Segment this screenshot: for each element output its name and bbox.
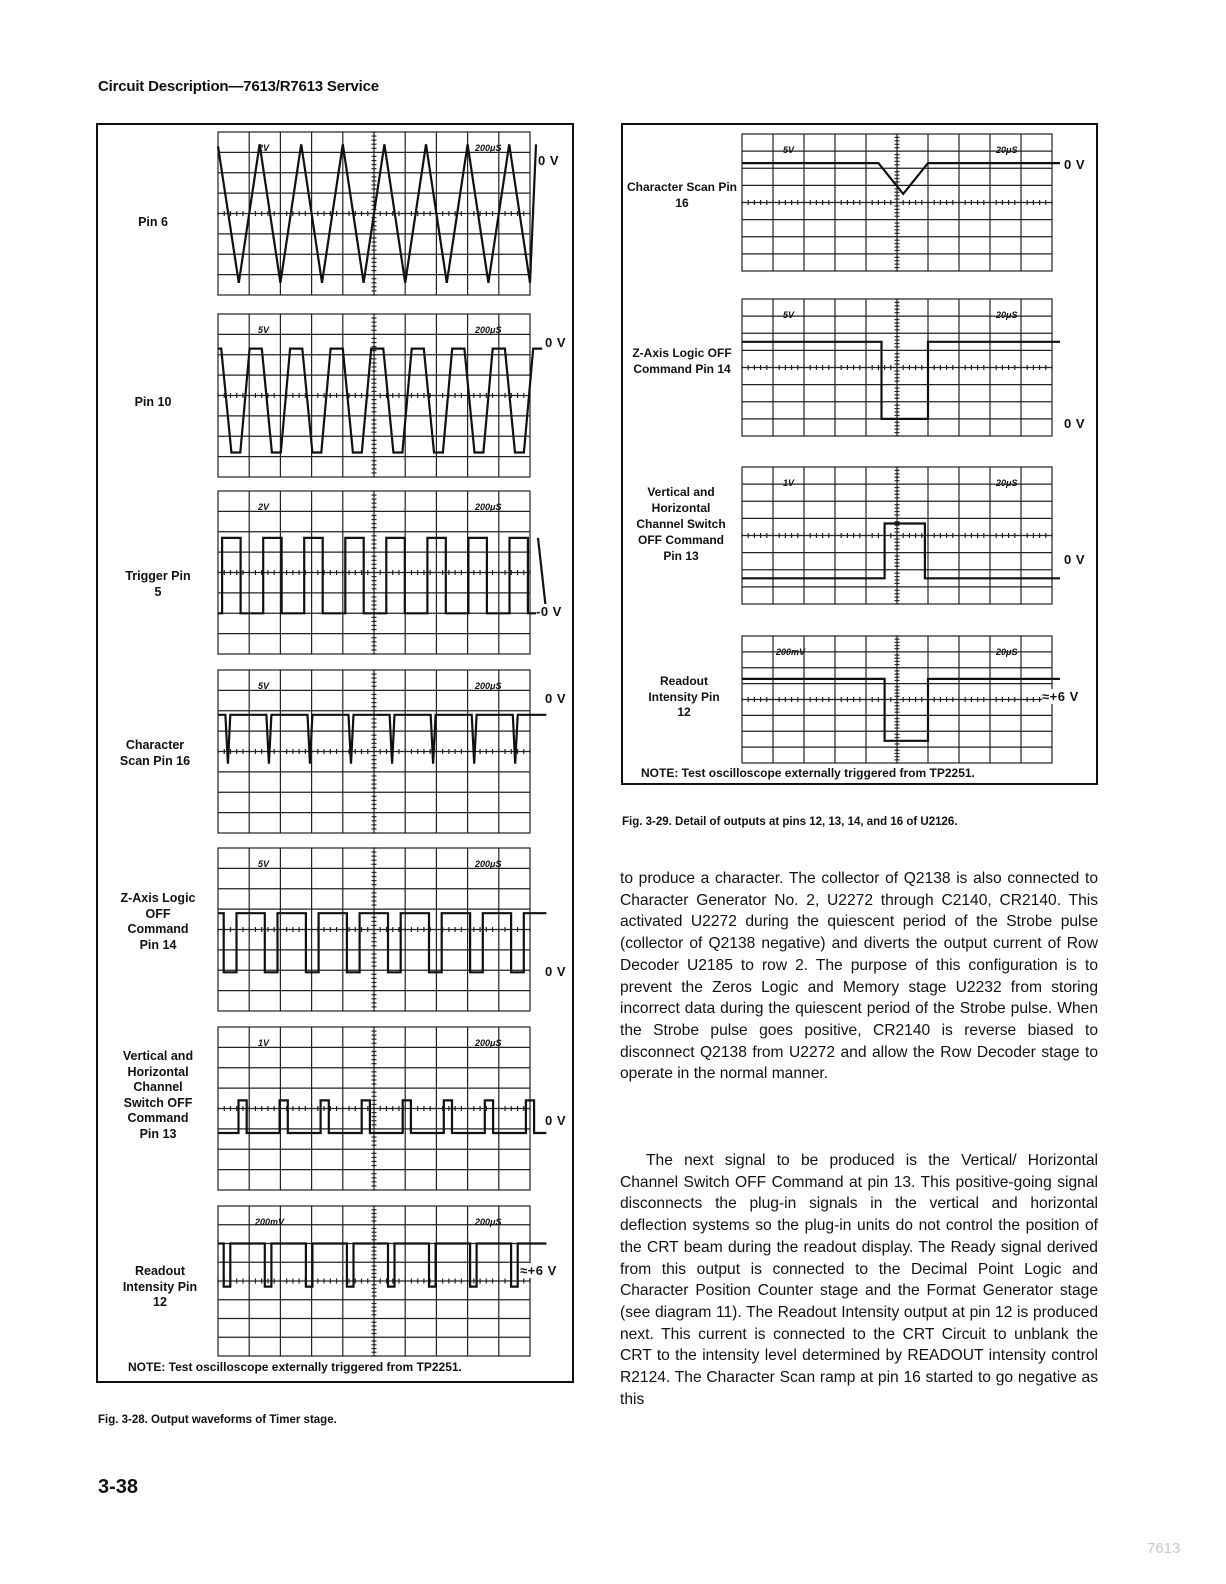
fig28-ref-pin14: 0 V [545, 964, 567, 979]
fig28-scope-pin14-screen [218, 848, 530, 1011]
fig29-time-pin16: 20μS [996, 145, 1018, 155]
fig28-time-pin6: 200μS [475, 143, 502, 153]
fig28-label-pin12: Readout Intensity Pin 12 [122, 1264, 198, 1309]
fig28-scope-pin12 [218, 1206, 530, 1356]
fig29-time-pin12: 20μS [996, 647, 1018, 657]
fig28-volts-pin12: 200mV [255, 1217, 285, 1227]
fig29-caption: Fig. 3-29. Detail of outputs at pins 12, 13, 14, and 16 of U2126. [622, 816, 958, 828]
fig28-ref-pin12: ≈+6 V [520, 1263, 557, 1278]
fig29-ref-pin16: 0 V [1064, 157, 1086, 172]
fig28-scope-pin16 [218, 670, 530, 833]
fig28-scope-pin6-screen [218, 132, 530, 295]
fig28-scope-pin10 [218, 314, 530, 477]
fig29-note: NOTE: Test oscilloscope externally triggered from TP2251. [641, 766, 975, 780]
fig29-volts-pin13: 1V [783, 478, 795, 488]
fig28-label-pin14: Z-Axis Logic OFF Command Pin 14 [120, 891, 196, 952]
fig28-label-pin5: Trigger Pin 5 [125, 569, 191, 599]
fig29-ref-pin12: ≈+6 V [1042, 689, 1079, 704]
waveform-trace [742, 342, 1060, 419]
waveform-trace [218, 349, 542, 453]
fig28-ref-pin13: 0 V [545, 1113, 567, 1128]
fig28-label-pin16: Character Scan Pin 16 [119, 738, 191, 768]
fig29-label-pin12: Readout Intensity Pin 12 [648, 674, 720, 719]
fig28-scope-pin14 [218, 848, 530, 1011]
fig28-volts-pin10: 5V [258, 325, 270, 335]
waveform-trace [218, 913, 546, 972]
fig28-volts-pin16: 5V [258, 681, 270, 691]
waveform-trace [218, 715, 546, 764]
fig28-time-pin12: 200μS [475, 1217, 502, 1227]
fig28-scope-pin5-screen [218, 491, 530, 654]
page-stamp: 7613 [1147, 1540, 1181, 1557]
fig28-ref-pin5: -0 V [536, 604, 562, 619]
fig28-time-pin5: 200μS [475, 502, 502, 512]
running-header: Circuit Description—7613/R7613 Service [98, 78, 379, 95]
fig28-scope-pin12-screen [218, 1206, 530, 1356]
fig28-note: NOTE: Test oscilloscope externally triggered from TP2251. [128, 1360, 462, 1374]
fig28-scope-pin13 [218, 1027, 530, 1190]
fig29-ref-pin14: 0 V [1064, 416, 1086, 431]
fig29-time-pin14: 20μS [996, 310, 1018, 320]
page-number: 3-38 [98, 1476, 139, 1498]
fig28-volts-pin13: 1V [258, 1038, 270, 1048]
fig28-ref-pin16: 0 V [545, 691, 567, 706]
fig28-time-pin13: 200μS [475, 1038, 502, 1048]
fig28-scope-pin6 [218, 132, 530, 295]
fig29-volts-pin14: 5V [783, 310, 795, 320]
fig28-caption: Fig. 3-28. Output waveforms of Timer stage. [98, 1414, 337, 1426]
fig28-ref-pin10: 0 V [545, 335, 567, 350]
fig29-volts-pin16: 5V [783, 145, 795, 155]
fig28-scope-pin10-screen [218, 314, 530, 477]
fig28-label-pin6: Pin 6 [138, 215, 168, 229]
fig28-scope-pin13-screen [218, 1027, 530, 1190]
body-paragraph-2: The next signal to be produced is the Vertical/ Horizontal Channel Switch OFF Command at pin 13. This positive-going signal disconnects the plug-in signals in the vertical and horizontal deflection systems so the plug-in units do not control the position of the CRT beam during the readout display. The Ready signal derived from this output is connected to the Decimal Point Logic and Character Position Counter stage and the Format Generator stage (see diagram 11). The Readout Intensity output at pin 12 is produced next. This current is connected to the CRT Circuit to unblank the CRT to the intensity level determined by READOUT intensity control R2124. The Character Scan ramp at pin 16 started to go negative as this [620, 1152, 1098, 1408]
fig29-volts-pin12: 200mV [776, 647, 806, 657]
fig28-volts-pin14: 5V [258, 859, 270, 869]
fig29-label-pin14: Z-Axis Logic OFF Command Pin 14 [632, 346, 732, 376]
fig28-scope-pin16-screen [218, 670, 530, 833]
fig29-label-pin13: Vertical and Horizontal Channel Switch OFF Command Pin 13 [636, 485, 726, 563]
fig29-ref-pin13: 0 V [1064, 552, 1086, 567]
fig29-label-pin16: Character Scan Pin 16 [626, 180, 738, 210]
fig28-time-pin10: 200μS [475, 325, 502, 335]
fig28-volts-pin6: 2V [258, 143, 270, 153]
fig28-label-pin13: Vertical and Horizontal Channel Switch OFF Command Pin 13 [122, 1049, 194, 1141]
waveform-trace [218, 538, 546, 613]
body-paragraph-1: to produce a character. The collector of Q2138 is also connected to Character Generator No. 2, U2272 through C2140, CR2140. This activated U2272 during the quiescent period of the Strobe pulse (collector of Q2138 negative) and diverts the output current of Row Decoder U2185 to row 2. The purpose of this configuration is to prevent the Zeros Logic and Memory stage U2232 from storing incorrect data during the quiescent period of the Strobe pulse. When the Strobe pulse goes positive, CR2140 is reverse biased to disconnect Q2138 from U2272 and allow the Row Decoder stage to operate in the normal manner. [620, 870, 1098, 1083]
fig28-ref-pin6: 0 V [538, 153, 560, 168]
fig28-time-pin16: 200μS [475, 681, 502, 691]
fig28-volts-pin5: 2V [258, 502, 270, 512]
fig28-label-pin10: Pin 10 [134, 395, 172, 409]
fig28-time-pin14: 200μS [475, 859, 502, 869]
fig28-scope-pin5 [218, 491, 530, 654]
waveform-trace [218, 1100, 546, 1133]
fig29-time-pin13: 20μS [996, 478, 1018, 488]
waveform-trace [218, 1244, 546, 1287]
